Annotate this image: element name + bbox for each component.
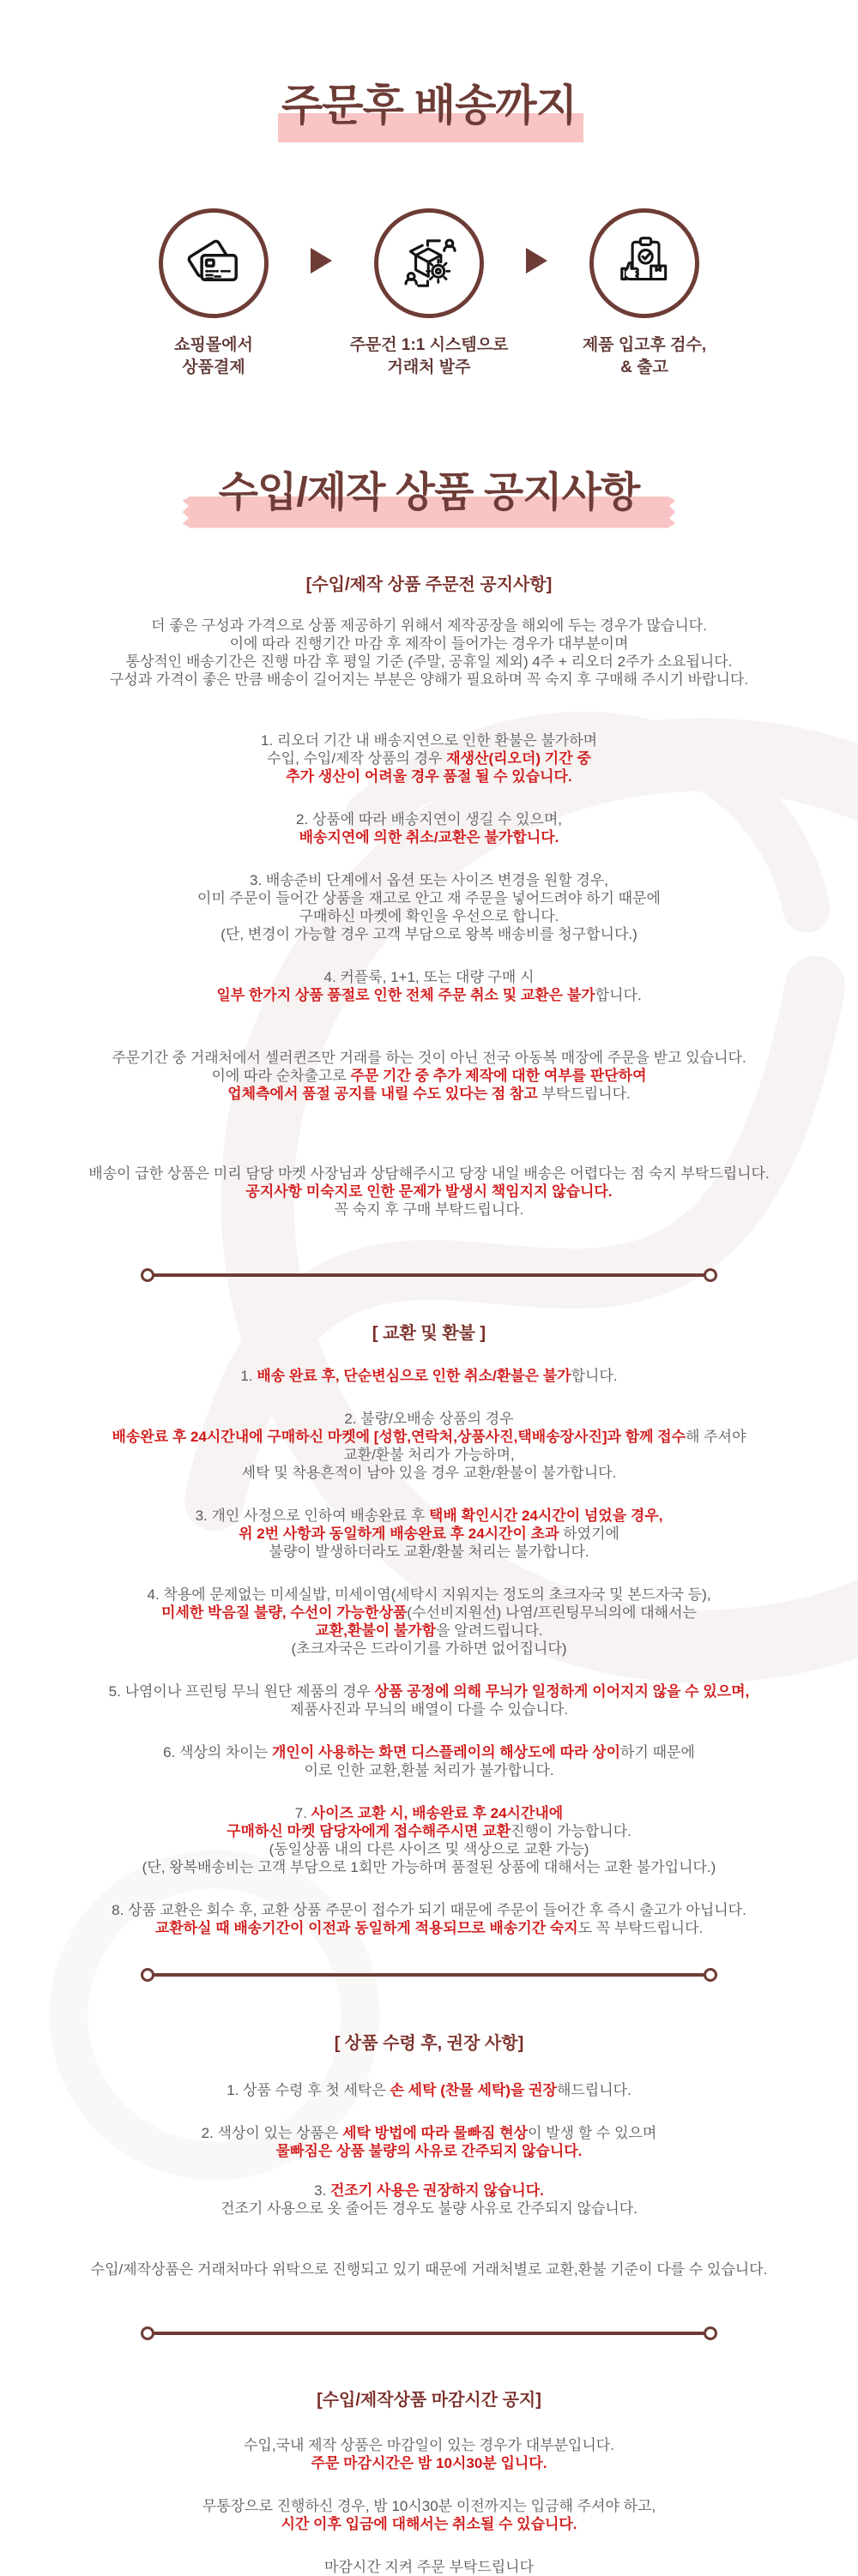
notice-line: [0, 1901, 858, 1919]
text-segment: 이로 인한 교환,환불 처리가 불가합니다.: [304, 1761, 554, 1779]
text-segment: 손 세탁 (찬물 세탁)을 권장: [390, 2081, 557, 2098]
notice-line: [0, 968, 858, 986]
receive-inspect-icon: [589, 208, 699, 318]
text-segment: 무통장으로 진행하신 경우, 밤 10시30분 이전까지는 입금해 주셔야 하고,: [202, 2497, 656, 2514]
notice-line: [0, 671, 858, 689]
notice-line: [0, 1507, 858, 1525]
text-segment: 택배 확인시간 24시간이 넘었을 경우,: [429, 1507, 663, 1524]
divider-ring: [141, 1968, 154, 1982]
notice-line: [0, 1682, 858, 1700]
notice-line: [0, 2200, 858, 2218]
section-divider: [141, 2326, 717, 2340]
section-title-highlight: 수입/제작 상품 공지사항: [219, 468, 640, 518]
notice-paragraph: [0, 871, 858, 943]
notice-line: [0, 1604, 858, 1622]
text-segment: 교환,환불이 불가함: [315, 1622, 437, 1639]
text-segment: 시간 이후 입금에 대해서는 취소될 수 있습니다.: [281, 2515, 577, 2532]
notice-line: [0, 1367, 858, 1385]
notice-paragraph: [0, 2558, 858, 2576]
text-segment: 건조기 사용으로 옷 줄어든 경우도 불량 사유로 간주되지 않습니다.: [221, 2200, 637, 2217]
text-segment: 물빠짐은 상품 불량의 사유로 간주되지 않습니다.: [275, 2142, 583, 2159]
text-segment: 상품 공정에 의해 무늬가 일정하게 이어지지 않을 수 있으며,: [374, 1682, 750, 1700]
notice-line: [0, 1622, 858, 1640]
notice-paragraph: [0, 2124, 858, 2160]
text-segment: 구성과 가격이 좋은 만큼 배송이 길어지는 부분은 양해가 필요하며 꼭 숙지 후 구매해 주시기 바랍니다.: [109, 671, 749, 688]
notice-line: [0, 1919, 858, 1937]
notice-line: [0, 1201, 858, 1219]
text-segment: 2. 상품에 따라 배송지연이 생길 수 있으며,: [296, 810, 562, 828]
text-segment: 이미 주문이 들어간 상품을 재고로 안고 재 주문을 넣어드려야 하기 때문에: [197, 889, 661, 906]
step-payment: [115, 208, 312, 379]
text-segment: 도 꼭 부탁드립니다.: [577, 1919, 704, 1936]
notice-paragraph: [0, 968, 858, 1004]
text-segment: 수입, 수입/제작 상품의 경우: [267, 749, 447, 767]
notice-section-header: [ 교환 및 환불 ]: [372, 1323, 486, 1343]
notice-line: [0, 925, 858, 943]
notice-section-header: [수입/제작상품 마감시간 공지]: [317, 2390, 541, 2410]
divider-ring: [141, 1268, 154, 1282]
notice-line: [0, 2124, 858, 2142]
notice-line: [0, 2142, 858, 2160]
process-steps: [0, 208, 858, 379]
text-segment: 해드립니다.: [556, 2081, 631, 2098]
notice-line: [0, 1428, 858, 1446]
notice-line: [0, 810, 858, 828]
notice-line: [0, 2454, 858, 2472]
text-segment: 개인이 사용하는 화면 디스플레이의 해상도에 따라 상이: [272, 1743, 621, 1760]
text-segment: 이에 따라 진행기간 마감 후 제작이 들어가는 경우가 대부분이며: [229, 635, 629, 652]
text-segment: 진행이 가능합니다.: [511, 1822, 631, 1839]
text-segment: 하였기에: [563, 1525, 619, 1542]
notice-line: [0, 1586, 858, 1604]
divider-ring: [704, 1268, 717, 1282]
notice-line: [0, 1700, 858, 1718]
notice-line: [0, 1840, 858, 1858]
text-segment: 건조기 사용은 권장하지 않습니다.: [330, 2182, 544, 2199]
text-segment: 불량이 발생하더라도 교환/환불 처리는 불가합니다.: [269, 1543, 589, 1560]
text-segment: 이에 따라 순차출고로: [211, 1067, 351, 1084]
text-segment: 주문기간 중 거래처에서 셀러퀸즈만 거래를 하는 것이 아닌 전국 아동복 매장에 주문을 받고 있습니다.: [112, 1049, 746, 1066]
notice-paragraph: [0, 2436, 858, 2472]
text-segment: 2. 불량/오배송 상품의 경우: [344, 1410, 514, 1427]
text-segment: 5. 나염이나 프린팅 무늬 원단 제품의 경우: [108, 1682, 375, 1700]
notice-paragraph: [0, 1410, 858, 1482]
text-segment: 합니다.: [595, 986, 642, 1003]
text-segment: 6. 색상의 차이는: [163, 1743, 272, 1760]
text-segment: 제품사진과 무늬의 배열이 다를 수 있습니다.: [290, 1700, 568, 1718]
text-segment: 배송이 급한 상품은 미리 담당 마켓 사장님과 상담해주시고 당장 내일 배송은 어렵다는 점 숙지 부탁드립니다.: [88, 1165, 770, 1182]
step-inspection: [546, 208, 743, 379]
text-segment: 2. 색상이 있는 상품은: [201, 2124, 343, 2141]
text-segment: 1. 상품 수령 후 첫 세탁은: [227, 2081, 390, 2098]
notice-line: [0, 653, 858, 671]
notice-line: [0, 828, 858, 846]
notice-paragraph: [0, 1507, 858, 1561]
notice-paragraph: [0, 1901, 858, 1937]
notice-line: [0, 1410, 858, 1428]
notice-line: [0, 1165, 858, 1183]
notice-paragraph: [0, 1804, 858, 1876]
section-divider: [141, 1268, 717, 1282]
step-label-line: 쇼핑몰에서: [174, 336, 253, 354]
text-segment: 수입/제작상품은 거래처마다 위탁으로 진행되고 있기 때문에 거래처별로 교환,환불 기준이 다를 수 있습니다.: [90, 2260, 768, 2278]
notice-line: [0, 2558, 858, 2576]
text-segment: 1. 리오더 기간 내 배송지연으로 인한 환불은 불가하며: [260, 731, 598, 749]
text-segment: 일부 한가지 상품 품절로 인한 전체 주문 취소 및 교환은 불가: [216, 986, 595, 1003]
text-segment: 사이즈 교환 시, 배송완료 후 24시간내에: [311, 1804, 564, 1821]
text-segment: 마감시간 지켜 주문 부탁드립니다: [323, 2558, 535, 2575]
text-segment: (수선비지원선) 나염/프린팅무늬의에 대해서는: [407, 1604, 697, 1621]
text-segment: 교환하실 때 배송기간이 이전과 동일하게 적용되므로 배송기간 숙지: [154, 1919, 578, 1936]
text-segment: (동일상품 내의 다른 사이즈 및 색상으로 교환 가능): [269, 1840, 589, 1857]
notice-line: [0, 731, 858, 749]
step-label-line: 제품 입고후 검수,: [582, 336, 707, 354]
notice-line: [0, 2436, 858, 2454]
step-label-line: 상품결제: [182, 358, 245, 376]
notice-line: [0, 1183, 858, 1201]
notice-paragraph: [0, 1586, 858, 1658]
notice-paragraph: [0, 1682, 858, 1718]
text-segment: 해 주셔야: [686, 1428, 746, 1445]
notice-line: [0, 1640, 858, 1658]
arrow-right-icon: [526, 248, 547, 274]
text-segment: (단, 왕복배송비는 고객 부담으로 1회만 가능하며 품절된 상품에 대해서는 교환 불가입니다.): [142, 1858, 716, 1875]
notice-line: [0, 889, 858, 907]
notice-paragraph: [0, 1743, 858, 1779]
notice-line: [0, 1067, 858, 1085]
notice-line: [0, 1446, 858, 1464]
text-segment: 꼭 숙지 후 구매 부탁드립니다.: [334, 1201, 524, 1218]
notice-paragraph: [0, 2081, 858, 2099]
text-segment: 3. 개인 사정으로 인하여 배송완료 후: [195, 1507, 429, 1524]
notice-line: [0, 1085, 858, 1103]
notice-line: [0, 767, 858, 785]
notice-paragraph: [0, 1367, 858, 1385]
text-segment: 부탁드립니다.: [541, 1085, 631, 1102]
text-segment: 4. 커플룩, 1+1, 또는 대량 구매 시: [323, 968, 535, 985]
step-order-system: [330, 208, 528, 379]
text-segment: 미세한 박음질 불량, 수선이 가능한상품: [161, 1604, 408, 1621]
text-segment: 배송 완료 후, 단순변심으로 인한 취소/환불은 불가: [257, 1367, 571, 1384]
notice-line: [0, 1743, 858, 1761]
notice-line: [0, 1822, 858, 1840]
text-segment: 배송지연에 의한 취소/교환은 불가합니다.: [299, 828, 559, 846]
notice-paragraph: [0, 1165, 858, 1219]
text-segment: 7.: [294, 1804, 311, 1821]
notice-line: [0, 1525, 858, 1543]
notice-line: [0, 2182, 858, 2200]
divider-ring: [704, 1968, 717, 1982]
notice-line: [0, 871, 858, 889]
step-payment-label: [115, 334, 312, 379]
notice-paragraph: [0, 810, 858, 846]
text-segment: 추가 생산이 어려울 경우 품절 될 수 있습니다.: [286, 767, 572, 785]
notice-line: [0, 1804, 858, 1822]
credit-card-icon: [159, 208, 269, 318]
notice-line: [0, 635, 858, 653]
step-label-line: 주문건 1:1 시스템으로: [349, 336, 509, 354]
step-label-line: & 출고: [620, 358, 668, 376]
step-label-line: 거래처 발주: [387, 358, 471, 376]
text-segment: 1.: [240, 1367, 257, 1384]
notice-line: [0, 749, 858, 767]
notice-line: [0, 986, 858, 1004]
divider-line: [154, 1273, 704, 1277]
text-segment: 세탁 방법에 따라 물빠짐 현상: [342, 2124, 529, 2141]
text-segment: 재생산(리오더) 기간 중: [446, 749, 591, 767]
notice-line: [0, 1761, 858, 1779]
notice-paragraph: [0, 617, 858, 689]
notice-line: [0, 2260, 858, 2278]
section-title: [0, 468, 858, 518]
text-segment: (초크자국은 드라이기를 가하면 없어집니다): [291, 1640, 567, 1657]
notice-paragraph: [0, 731, 858, 785]
text-segment: 구매하신 마켓에 확인을 우선으로 합니다.: [299, 907, 559, 924]
notice-line: [0, 2081, 858, 2099]
text-segment: 주문 마감시간은 밤 10시30분 입니다.: [311, 2454, 547, 2471]
notice-paragraph: [0, 2260, 858, 2278]
step-inspection-label: [546, 334, 743, 379]
notice-content: [0, 575, 858, 2576]
divider-ring: [141, 2326, 154, 2340]
notice-paragraph: [0, 2497, 858, 2533]
notice-line: [0, 2515, 858, 2533]
text-segment: 하기 때문에: [620, 1743, 695, 1760]
text-segment: 공지사항 미숙지로 인한 문제가 발생시 책임지지 않습니다.: [245, 1183, 613, 1200]
divider-line: [154, 1973, 704, 1977]
notice-section-header: [ 상품 수령 후, 권장 사항]: [334, 2033, 524, 2053]
notice-section-header: [수입/제작 상품 주문전 공지사항]: [305, 575, 553, 594]
page-title-highlight: 주문후 배송까지: [281, 81, 577, 129]
step-order-system-label: [330, 334, 528, 379]
text-segment: 을 알려드립니다.: [436, 1622, 543, 1639]
text-segment: 업체측에서 품절 공지를 내릴 수도 있다는 점 참고: [227, 1085, 542, 1102]
notice-line: [0, 617, 858, 635]
text-segment: 수입,국내 제작 상품은 마감일이 있는 경우가 대부분입니다.: [244, 2436, 614, 2453]
text-segment: 주문 기간 중 추가 제작에 대한 여부를 판단하여: [350, 1067, 647, 1084]
text-segment: 위 2번 사항과 동일하게 배송완료 후 24시간이 초과: [239, 1525, 564, 1542]
notice-line: [0, 2497, 858, 2515]
notice-line: [0, 1464, 858, 1482]
divider-line: [154, 2332, 704, 2335]
notice-line: [0, 1049, 858, 1067]
section-divider: [141, 1968, 717, 1982]
text-segment: 배송완료 후 24시간내에 구매하신 마켓에 [성함,연락처,상품사진,택배송장사진]과 함께 접수: [112, 1428, 686, 1445]
arrow-right-icon: [311, 248, 332, 274]
text-segment: 통상적인 배송기간은 진행 마감 후 평일 기준 (주말, 공휴일 제외) 4주 + 리오더 2주가 소요됩니다.: [125, 653, 733, 670]
text-segment: 더 좋은 구성과 가격으로 상품 제공하기 위해서 제작공장을 해외에 두는 경우가 많습니다.: [151, 617, 707, 634]
text-segment: 교환/환불 처리가 가능하며,: [343, 1446, 515, 1463]
text-segment: 3. 배송준비 단계에서 옵션 또는 사이즈 변경을 원할 경우,: [250, 871, 608, 888]
text-segment: 3.: [314, 2182, 331, 2199]
notice-paragraph: [0, 1049, 858, 1103]
notice-line: [0, 907, 858, 925]
text-segment: 이 발생 할 수 있으며: [528, 2124, 657, 2141]
text-segment: 4. 착용에 문제없는 미세실밥, 미세이염(세탁시 지워지는 정도의 초크자국 및 본드자국 등),: [147, 1586, 711, 1603]
text-segment: 합니다.: [571, 1367, 618, 1384]
text-segment: (단, 변경이 가능할 경우 고객 부담으로 왕복 배송비를 청구합니다.): [221, 925, 637, 942]
order-system-icon: [374, 208, 484, 318]
notice-paragraph: [0, 2182, 858, 2218]
notice-line: [0, 1858, 858, 1876]
text-segment: 세탁 및 착용흔적이 남아 있을 경우 교환/환불이 불가합니다.: [241, 1464, 617, 1481]
page-title: [0, 0, 858, 129]
notice-line: [0, 1543, 858, 1561]
divider-ring: [704, 2326, 717, 2340]
text-segment: 구매하신 마켓 담당자에게 접수해주시면 교환: [227, 1822, 511, 1839]
text-segment: 8. 상품 교환은 회수 후, 교환 상품 주문이 접수가 되기 때문에 주문이 들어간 후 즉시 출고가 아닙니다.: [112, 1901, 746, 1918]
